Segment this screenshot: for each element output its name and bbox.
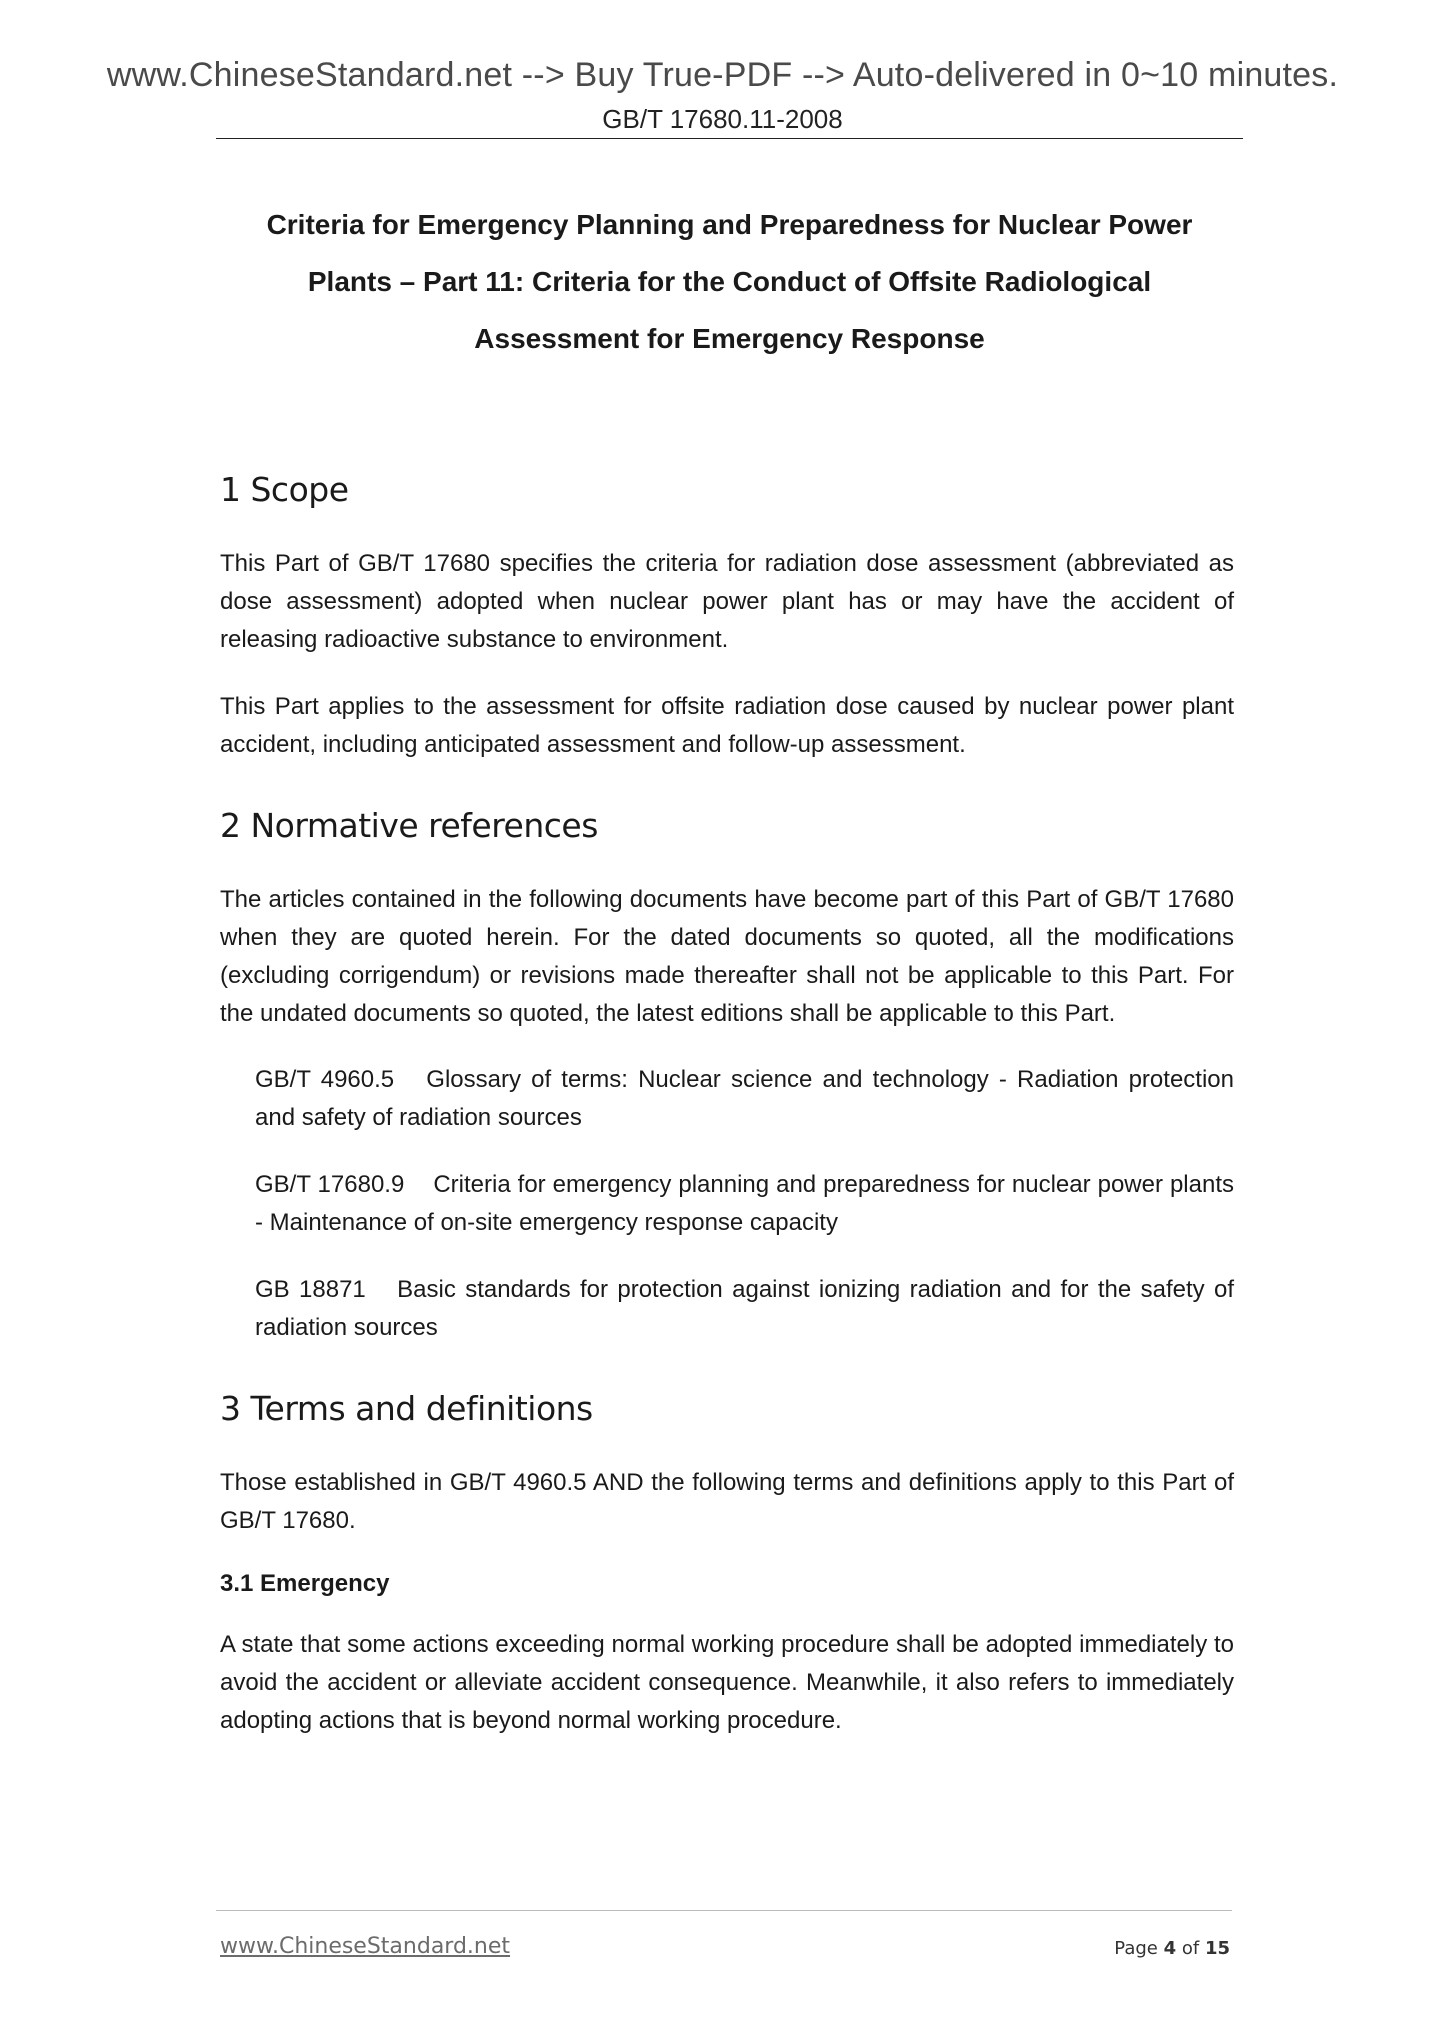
section-heading-scope: 1 Scope [220,470,349,509]
emergency-definition: A state that some actions exceeding normal working procedure shall be adopted immediately to avoid the accident or alleviate accident consequence. Meanwhile, it also refers to immediately adopting actions that is beyond normal working procedure. [220,1631,1234,1734]
terms-intro-paragraph: Those established in GB/T 4960.5 AND the following terms and definitions apply to this Part of GB/T 17680. [220,1469,1234,1534]
page-total: 15 [1204,1938,1230,1959]
section-heading-normative-references: 2 Normative references [220,806,598,845]
reference-code: GB/T 17680.9 [255,1171,405,1198]
page-number: 4 [1163,1938,1177,1959]
normative-intro-paragraph: The articles contained in the following documents have become part of this Part of GB/T 17680 when they are quoted herein. For the dated documents so quoted, all the modifications (excluding corrigendum) or revisions made thereafter shall not be applicable to this Part. For the undated documents so quoted, the latest editions shall be applicable to this Part. [220,886,1234,1027]
title-line-2: Plants – Part 11: Criteria for the Conduct of Offsite Radiological [307,266,1152,297]
page-prefix: Page [1114,1938,1164,1959]
reference-code: GB/T 4960.5 [255,1066,395,1093]
reference-item [255,1061,1234,1137]
reference-item [255,1166,1234,1242]
footer-divider [216,1910,1232,1911]
title-line-1: Criteria for Emergency Planning and Preparedness for Nuclear Power [266,209,1193,240]
scope-paragraph-2: This Part applies to the assessment for offsite radiation dose caused by nuclear power plant accident, including anticipated assessment and follow-up assessment. [220,693,1234,758]
site-banner[interactable]: www.ChineseStandard.net --> Buy True-PDF --> Auto-delivered in 0~10 minutes. [106,56,1339,94]
header-divider [216,138,1243,139]
subsection-heading-emergency: 3.1 Emergency [220,1570,390,1597]
reference-title: Glossary of terms: Nuclear science and technology - Radiation protection and safety of radiation sources [255,1066,1234,1131]
reference-title: Criteria for emergency planning and preparedness for nuclear power plants - Maintenance of on-site emergency response capacity [255,1171,1235,1236]
reference-item [255,1271,1234,1347]
page-indicator [1114,1938,1230,1959]
document-body [220,470,1234,1740]
reference-title: Basic standards for protection against ionizing radiation and for the safety of radiation sources [255,1276,1235,1341]
section-heading-terms-definitions: 3 Terms and definitions [220,1389,593,1428]
scope-paragraph-1: This Part of GB/T 17680 specifies the criteria for radiation dose assessment (abbreviated as dose assessment) adopted when nuclear power plant has or may have the accident of releasing radioactive substance to environment. [220,550,1234,653]
document-title [216,196,1243,367]
standard-code: GB/T 17680.11-2008 [602,104,843,134]
footer-site-link[interactable]: www.ChineseStandard.net [220,1934,511,1959]
page-mid: of [1176,1938,1205,1959]
reference-code: GB 18871 [255,1276,366,1303]
title-line-3: Assessment for Emergency Response [474,323,985,354]
